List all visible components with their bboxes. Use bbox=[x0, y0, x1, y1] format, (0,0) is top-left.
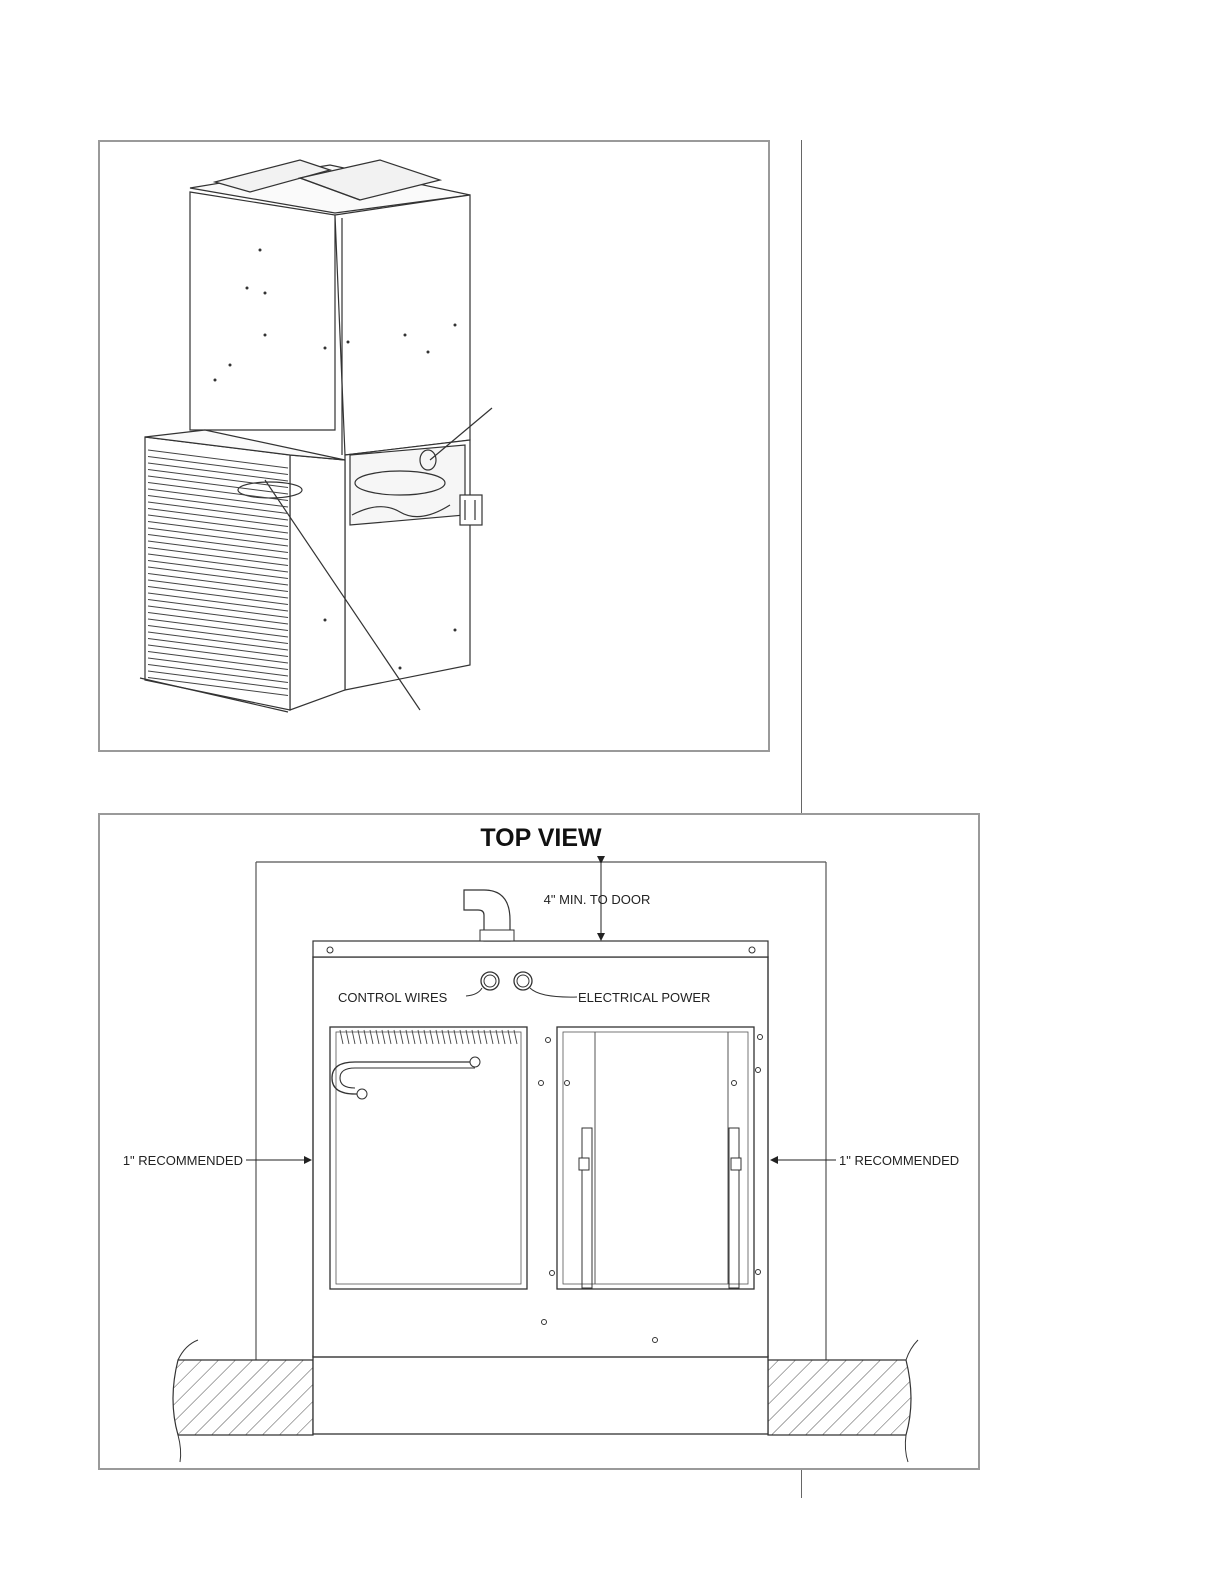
door-clearance-label: 4" MIN. TO DOOR bbox=[543, 892, 651, 907]
top-view-title: TOP VIEW bbox=[480, 824, 602, 852]
left-clearance-label: 1" RECOMMENDED bbox=[122, 1153, 243, 1168]
right-clearance-label: 1" RECOMMENDED bbox=[839, 1153, 960, 1168]
control-wires-label: CONTROL WIRES bbox=[338, 990, 448, 1005]
floor-hatch-left bbox=[173, 1360, 313, 1435]
electrical-power-label: ELECTRICAL POWER bbox=[578, 990, 711, 1005]
unit-top-flange bbox=[313, 941, 768, 957]
coil-compartment bbox=[330, 1027, 527, 1289]
floor-hatch-right bbox=[768, 1360, 911, 1435]
unit-base bbox=[313, 1356, 768, 1434]
